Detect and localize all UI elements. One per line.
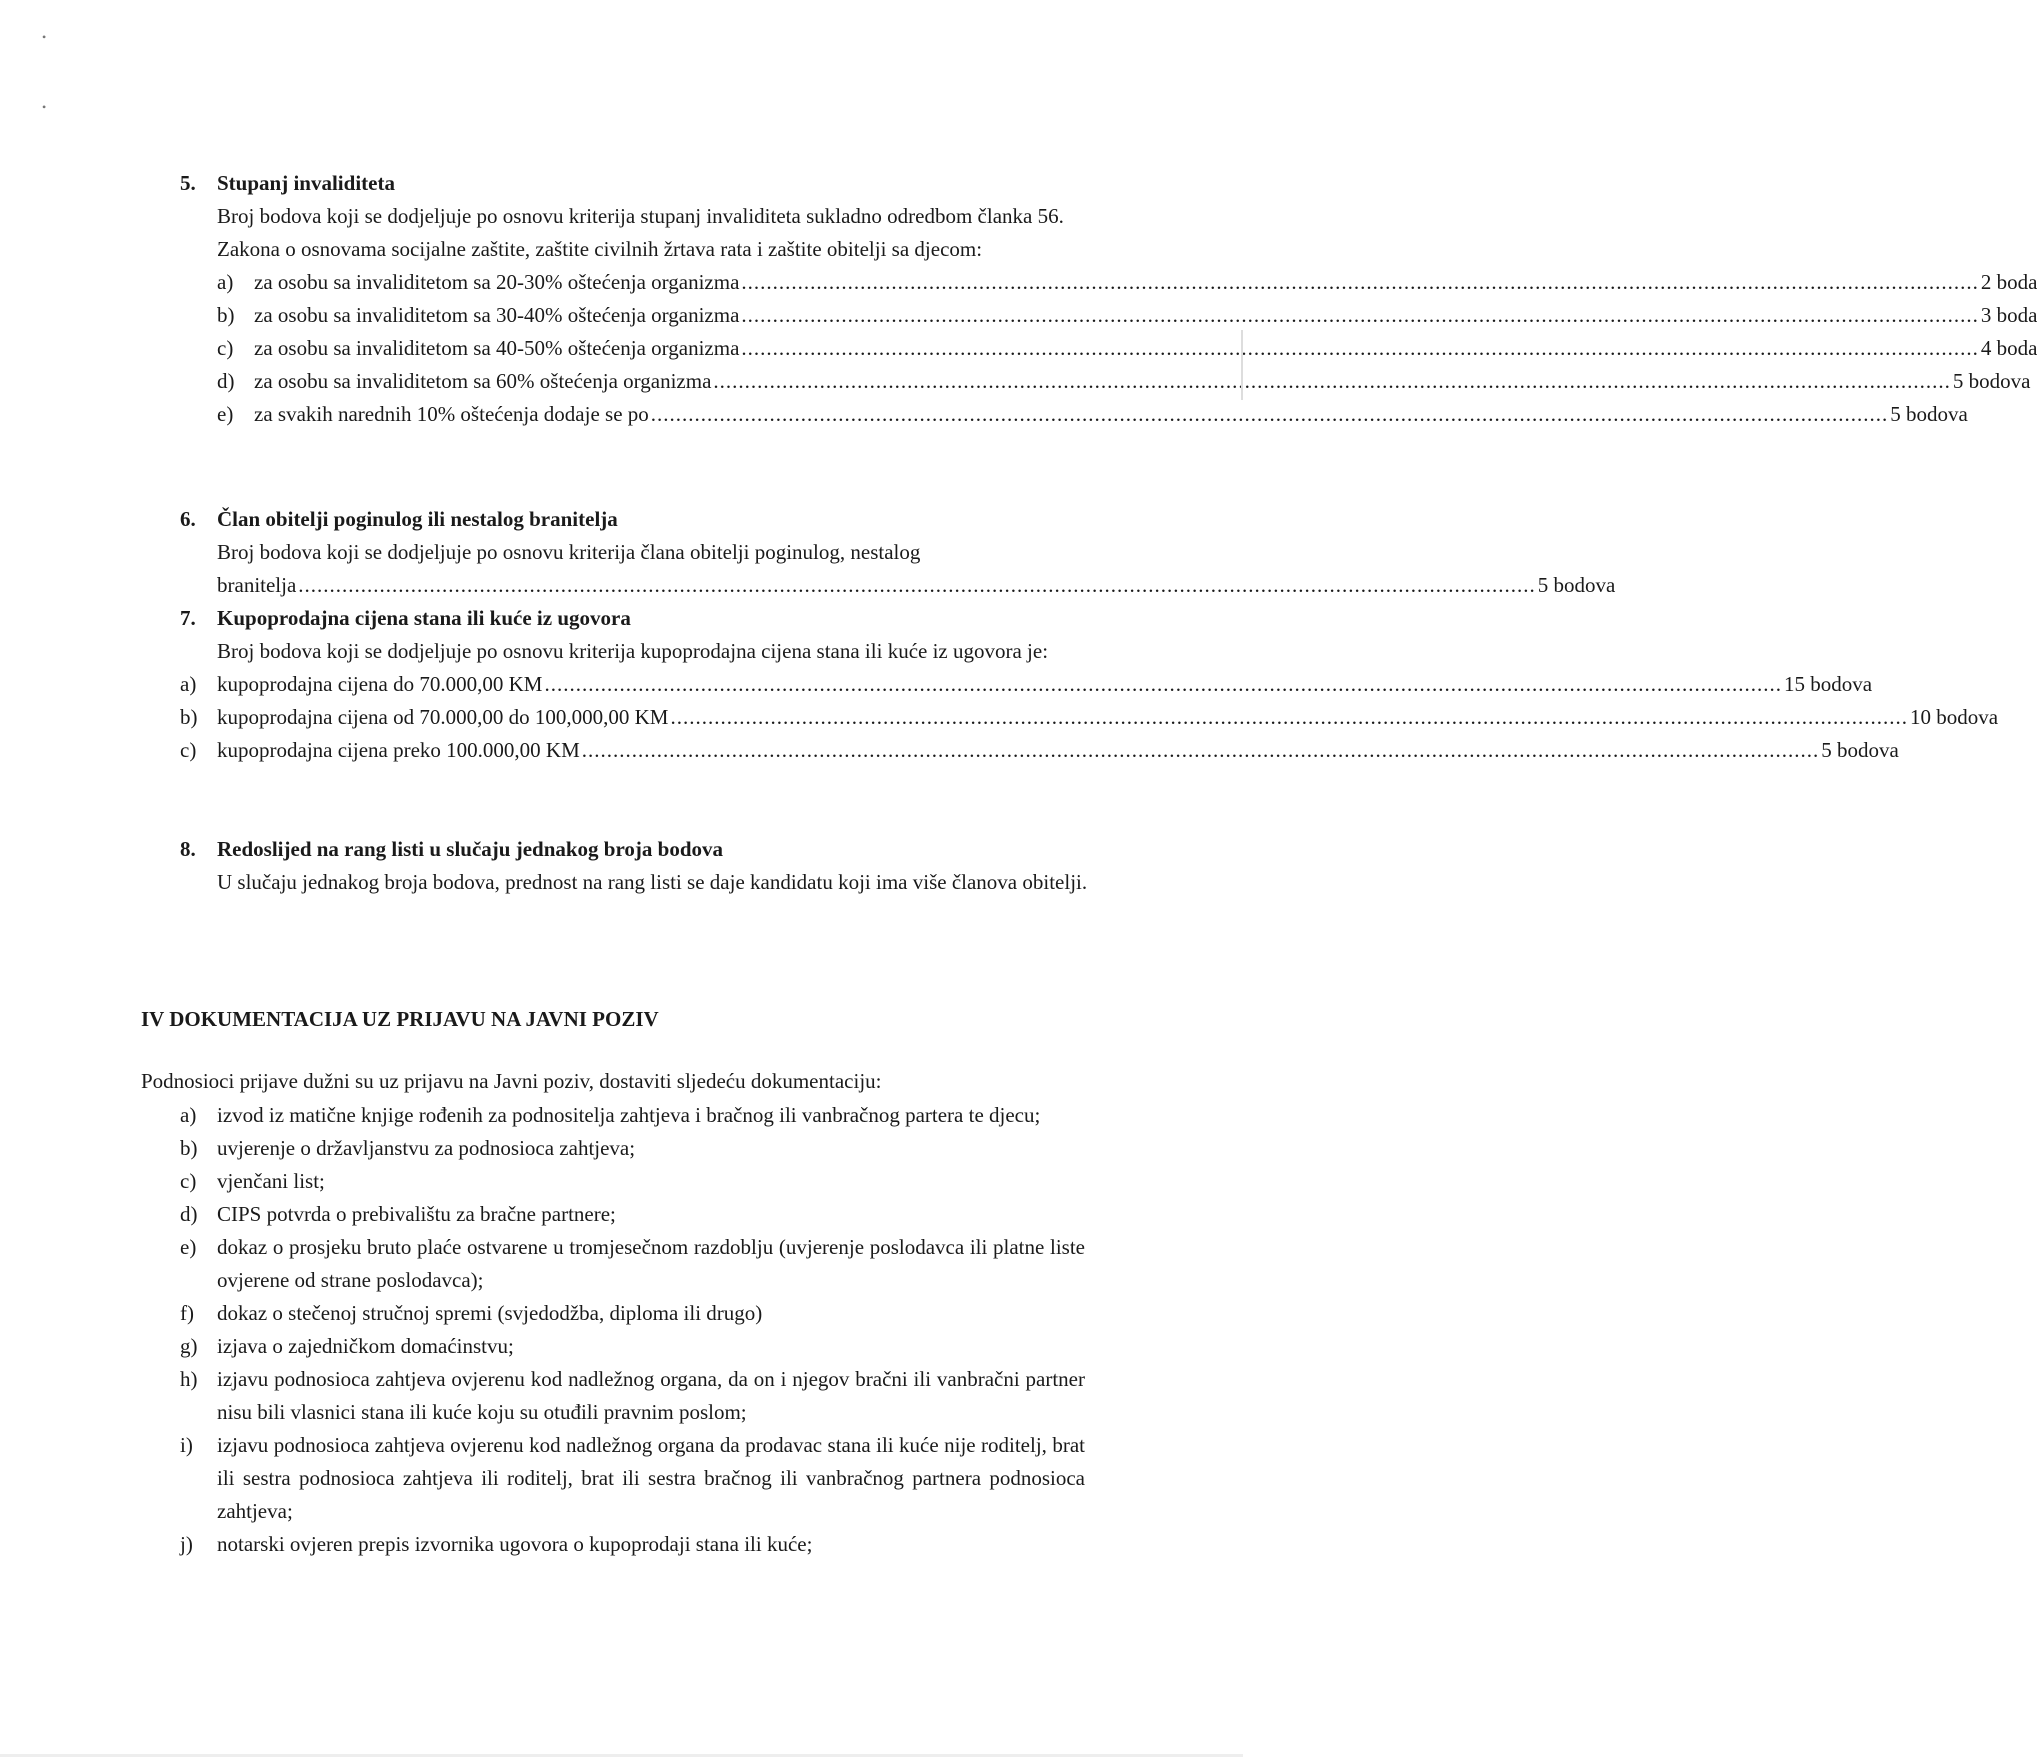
item-label: b) (180, 1136, 198, 1160)
section-6 (180, 503, 1616, 602)
section-number: 8. (180, 837, 196, 861)
list-item (180, 1429, 1085, 1528)
item-label: c) (217, 336, 234, 360)
item-text: kupoprodajna cijena do 70.000,00 KM (217, 672, 543, 696)
list-item (180, 1297, 1085, 1330)
item-label: b) (217, 303, 235, 327)
scan-mark: • (42, 100, 47, 114)
item-text: izjava o zajedničkom domaćinstvu; (217, 1334, 514, 1358)
list-item (180, 1099, 1085, 1132)
section-8-heading (180, 833, 1090, 866)
section-number: 6. (180, 507, 196, 531)
list-item (180, 1528, 1085, 1561)
section-7-body: Broj bodova koji se dodjeljuje po osnovu kriterija kupoprodajna cijena stana ili kuće iz ugovora je: (217, 639, 1049, 663)
item-text: izjavu podnosioca zahtjeva ovjerenu kod nadležnog organa da prodavac stana ili kuće nije roditelj, brat ili sestra podnosioca zahtjeva ili roditelj, brat ili sestra bračnog ili vanbračnog partnera podnosioca zahtjeva; (217, 1433, 1085, 1523)
dot-leader (713, 365, 1951, 398)
scan-footer-edge (0, 1754, 1243, 1757)
item-points: 5 bodova (1821, 738, 1899, 762)
item-text: uvjerenje o državljanstvu za podnosioca zahtjeva; (217, 1136, 636, 1160)
section-iv-heading: IV DOKUMENTACIJA UZ PRIJAVU NA JAVNI POZIV (141, 1007, 659, 1031)
item-label: a) (180, 1103, 197, 1127)
scan-edge (1241, 330, 1243, 400)
item-text: izjavu podnosioca zahtjeva ovjerenu kod nadležnog organa, da on i njegov bračni ili vanbračni partner nisu bili vlasnici stana ili kuće koju su otuđili pravnim poslom; (217, 1367, 1085, 1424)
item-label: d) (180, 1202, 198, 1226)
item-text: branitelja (217, 573, 297, 597)
item-label: d) (217, 369, 235, 393)
item-label: e) (180, 1235, 197, 1259)
item-points: 3 boda (1980, 303, 2037, 327)
list-item (217, 299, 2037, 332)
list-item (180, 1198, 1085, 1231)
list-item (217, 365, 2031, 398)
item-text: za osobu sa invaliditetom sa 30-40% oštećenja organizma (254, 303, 740, 327)
item-text: kupoprodajna cijena preko 100.000,00 KM (217, 738, 580, 762)
list-item (217, 266, 2037, 299)
section-6-body: Broj bodova koji se dodjeljuje po osnovu kriterija člana obitelji poginulog, nestalog (217, 540, 921, 564)
section-5-list (217, 266, 2037, 431)
item-label: e) (217, 402, 234, 426)
item-points: 15 bodova (1783, 672, 1873, 696)
item-text: za svakih narednih 10% oštećenja dodaje se po (254, 402, 649, 426)
item-text: dokaz o stečenoj stručnoj spremi (svjedodžba, diploma ili drugo) (217, 1301, 763, 1325)
item-label: j) (180, 1532, 193, 1556)
list-item (180, 701, 1999, 734)
item-label: a) (180, 672, 197, 696)
dot-leader (544, 668, 1782, 701)
item-label: g) (180, 1334, 198, 1358)
dot-leader (741, 332, 1979, 365)
scan-mark: • (42, 30, 47, 44)
item-label: b) (180, 705, 198, 729)
list-item (180, 668, 1873, 701)
item-text: kupoprodajna cijena od 70.000,00 do 100,000,00 KM (217, 705, 669, 729)
list-item (217, 398, 1968, 431)
item-label: a) (217, 270, 234, 294)
dot-leader (741, 266, 1979, 299)
item-label: c) (180, 1169, 197, 1193)
item-text: notarski ovjeren prepis izvornika ugovora o kupoprodaji stana ili kuće; (217, 1532, 813, 1556)
dot-leader (670, 701, 1908, 734)
list-item (180, 1231, 1085, 1297)
section-8-body: U slučaju jednakog broja bodova, prednost na rang listi se daje kandidatu koji ima više članova obitelji. (217, 870, 1088, 894)
item-points: 4 boda (1980, 336, 2037, 360)
list-item (180, 1363, 1085, 1429)
documentation-list (180, 1099, 1085, 1561)
section-6-heading (180, 503, 1090, 536)
item-label: f) (180, 1301, 194, 1325)
item-points: 5 bodova (1890, 402, 1968, 426)
dot-leader (741, 299, 1979, 332)
list-item (180, 734, 1899, 767)
section-6-points-line (217, 569, 1616, 602)
section-title: Redoslijed na rang listi u slučaju jednakog broja bodova (217, 837, 724, 861)
section-title: Član obitelji poginulog ili nestalog branitelja (217, 507, 618, 531)
item-points: 5 bodova (1952, 369, 2031, 393)
dot-leader (582, 734, 1820, 767)
dot-leader (298, 569, 1536, 602)
section-title: Kupoprodajna cijena stana ili kuće iz ugovora (217, 606, 631, 630)
list-item (180, 1330, 1085, 1363)
item-text: za osobu sa invaliditetom sa 40-50% oštećenja organizma (254, 336, 740, 360)
section-5-body: Broj bodova koji se dodjeljuje po osnovu kriterija stupanj invaliditeta sukladno odredbom članka 56. Zakona o osnovama socijalne zaštite, zaštite civilnih žrtava rata i zaštite obitelji sa djecom: (217, 204, 1064, 261)
list-item (217, 332, 2037, 365)
item-text: CIPS potvrda o prebivalištu za bračne partnere; (217, 1202, 616, 1226)
item-label: h) (180, 1367, 198, 1391)
item-text: za osobu sa invaliditetom sa 60% oštećenja organizma (254, 369, 712, 393)
item-text: izvod iz matične knjige rođenih za podnositelja zahtjeva i bračnog ili vanbračnog partera te djecu; (217, 1103, 1041, 1127)
section-iv-intro: Podnosioci prijave dužni su uz prijavu na Javni poziv, dostaviti sljedeću dokumentaciju: (141, 1069, 882, 1093)
list-item (180, 1165, 1085, 1198)
item-points: 10 bodova (1909, 705, 1999, 729)
dot-leader (651, 398, 1889, 431)
section-title: Stupanj invaliditeta (217, 171, 395, 195)
section-7-heading (180, 602, 1090, 635)
item-label: c) (180, 738, 197, 762)
section-8 (180, 833, 1090, 899)
section-7 (180, 602, 1999, 767)
section-5 (180, 167, 2037, 431)
item-points: 2 boda (1980, 270, 2037, 294)
section-number: 7. (180, 606, 196, 630)
item-text: vjenčani list; (217, 1169, 325, 1193)
item-points: 5 bodova (1537, 573, 1616, 597)
item-text: dokaz o prosjeku bruto plaće ostvarene u tromjesečnom razdoblju (uvjerenje poslodavca ili platne liste ovjerene od strane poslodavca); (217, 1235, 1085, 1292)
item-text: za osobu sa invaliditetom sa 20-30% oštećenja organizma (254, 270, 740, 294)
list-item (180, 1132, 1085, 1165)
section-number: 5. (180, 171, 196, 195)
section-7-list (180, 668, 1999, 767)
section-5-heading (180, 167, 1090, 200)
item-label: i) (180, 1433, 193, 1457)
